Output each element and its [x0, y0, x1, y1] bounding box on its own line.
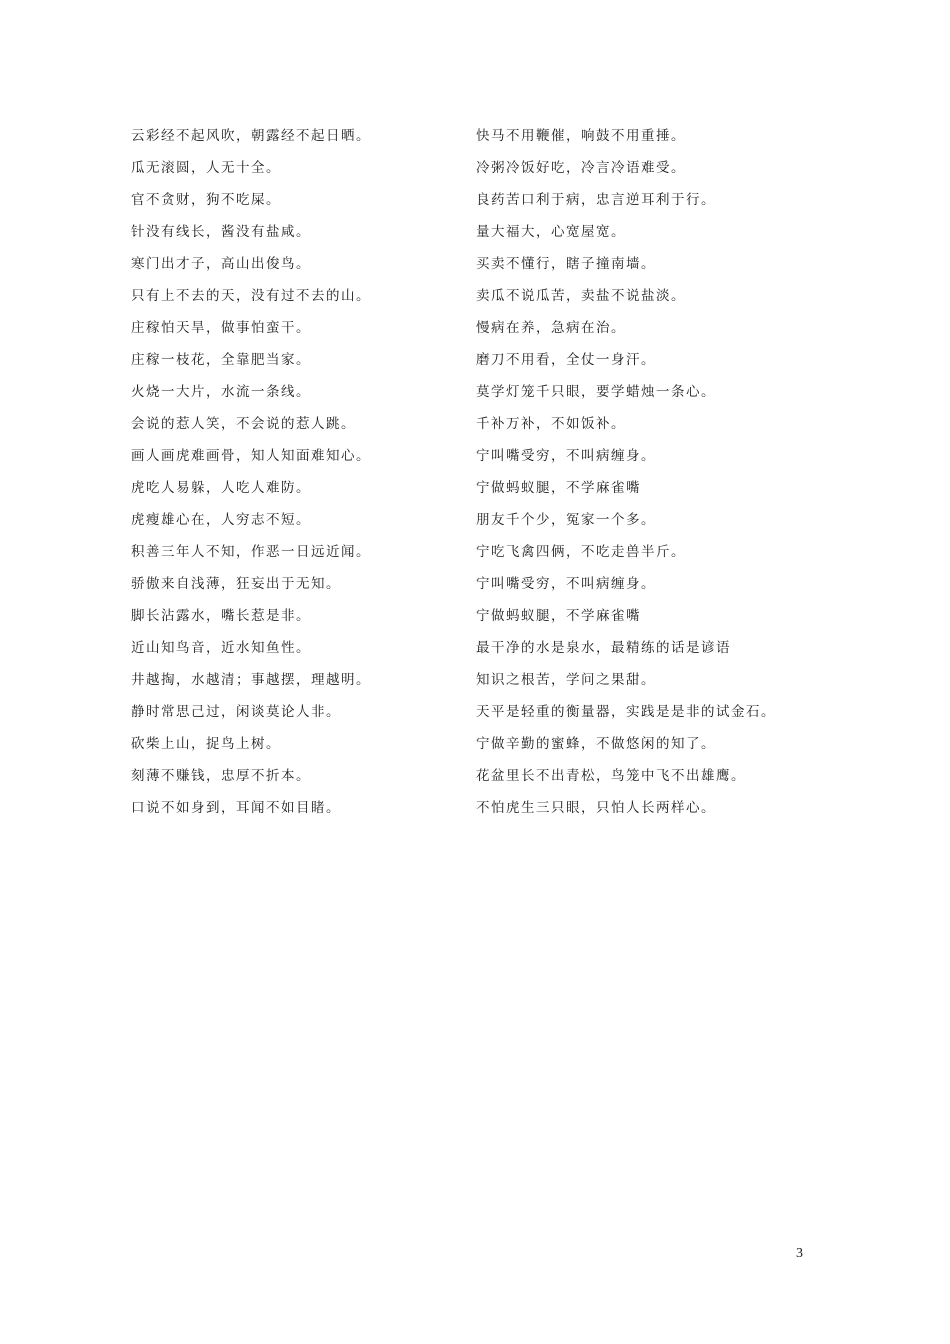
proverb-line: 朋友千个少，冤家一个多。: [476, 512, 656, 528]
proverb-line: 慢病在养，急病在治。: [476, 320, 626, 336]
proverb-line: 买卖不懂行，瞎子撞南墙。: [476, 256, 656, 272]
proverb-line: 近山知鸟音，近水知鱼性。: [131, 640, 311, 656]
proverb-line: 量大福大，心宽屋宽。: [476, 224, 626, 240]
proverb-line: 井越掏，水越清；事越摆，理越明。: [131, 672, 371, 688]
proverb-line: 云彩经不起风吹，朝露经不起日晒。: [131, 128, 371, 144]
proverb-line: 会说的惹人笑，不会说的惹人跳。: [131, 416, 356, 432]
proverb-line: 虎吃人易躲，人吃人难防。: [131, 480, 311, 496]
proverb-line: 良药苦口利于病，忠言逆耳利于行。: [476, 192, 716, 208]
proverb-line: 虎瘦雄心在，人穷志不短。: [131, 512, 311, 528]
proverb-line: 脚长沾露水，嘴长惹是非。: [131, 608, 311, 624]
proverb-line: 宁做蚂蚁腿，不学麻雀嘴: [476, 480, 641, 496]
proverb-line: 瓜无滚圆，人无十全。: [131, 160, 281, 176]
proverbs-left-column: [131, 123, 461, 827]
proverb-line: 口说不如身到，耳闻不如目睹。: [131, 800, 341, 816]
proverb-line: 千补万补，不如饭补。: [476, 416, 626, 432]
proverb-line: 天平是轻重的衡量器，实践是是非的试金石。: [476, 704, 776, 720]
proverb-line: 冷粥冷饭好吃，冷言冷语难受。: [476, 160, 686, 176]
proverb-line: 磨刀不用看，全仗一身汗。: [476, 352, 656, 368]
proverb-line: 只有上不去的天，没有过不去的山。: [131, 288, 371, 304]
proverb-line: 宁做辛勤的蜜蜂，不做悠闲的知了。: [476, 736, 716, 752]
proverb-line: 画人画虎难画骨，知人知面难知心。: [131, 448, 371, 464]
proverb-line: 庄稼一枝花，全靠肥当家。: [131, 352, 311, 368]
proverb-line: 针没有线长，酱没有盐咸。: [131, 224, 311, 240]
proverb-line: 不怕虎生三只眼，只怕人长两样心。: [476, 800, 716, 816]
proverb-line: 砍柴上山，捉鸟上树。: [131, 736, 281, 752]
proverb-line: 宁做蚂蚁腿，不学麻雀嘴: [476, 608, 641, 624]
proverb-line: 宁叫嘴受穷，不叫病缠身。: [476, 448, 656, 464]
proverb-line: 静时常思己过，闲谈莫论人非。: [131, 704, 341, 720]
page-number: 3: [796, 1246, 803, 1261]
proverb-line: 官不贪财，狗不吃屎。: [131, 192, 281, 208]
proverb-line: 莫学灯笼千只眼，要学蜡烛一条心。: [476, 384, 716, 400]
proverb-line: 宁吃飞禽四俩，不吃走兽半斤。: [476, 544, 686, 560]
proverb-line: 宁叫嘴受穷，不叫病缠身。: [476, 576, 656, 592]
proverb-line: 快马不用鞭催，响鼓不用重捶。: [476, 128, 686, 144]
proverb-line: 花盆里长不出青松，鸟笼中飞不出雄鹰。: [476, 768, 746, 784]
proverb-line: 刻薄不赚钱，忠厚不折本。: [131, 768, 311, 784]
proverb-line: 寒门出才子，高山出俊鸟。: [131, 256, 311, 272]
proverb-line: 骄傲来自浅薄，狂妄出于无知。: [131, 576, 341, 592]
proverb-line: 最干净的水是泉水，最精练的话是谚语: [476, 640, 731, 656]
proverb-line: 火烧一大片，水流一条线。: [131, 384, 311, 400]
proverb-line: 庄稼怕天旱，做事怕蛮干。: [131, 320, 311, 336]
proverb-line: 卖瓜不说瓜苦，卖盐不说盐淡。: [476, 288, 686, 304]
proverb-line: 知识之根苦，学问之果甜。: [476, 672, 656, 688]
proverbs-right-column: [476, 123, 896, 827]
proverb-line: 积善三年人不知，作恶一日远近闻。: [131, 544, 371, 560]
